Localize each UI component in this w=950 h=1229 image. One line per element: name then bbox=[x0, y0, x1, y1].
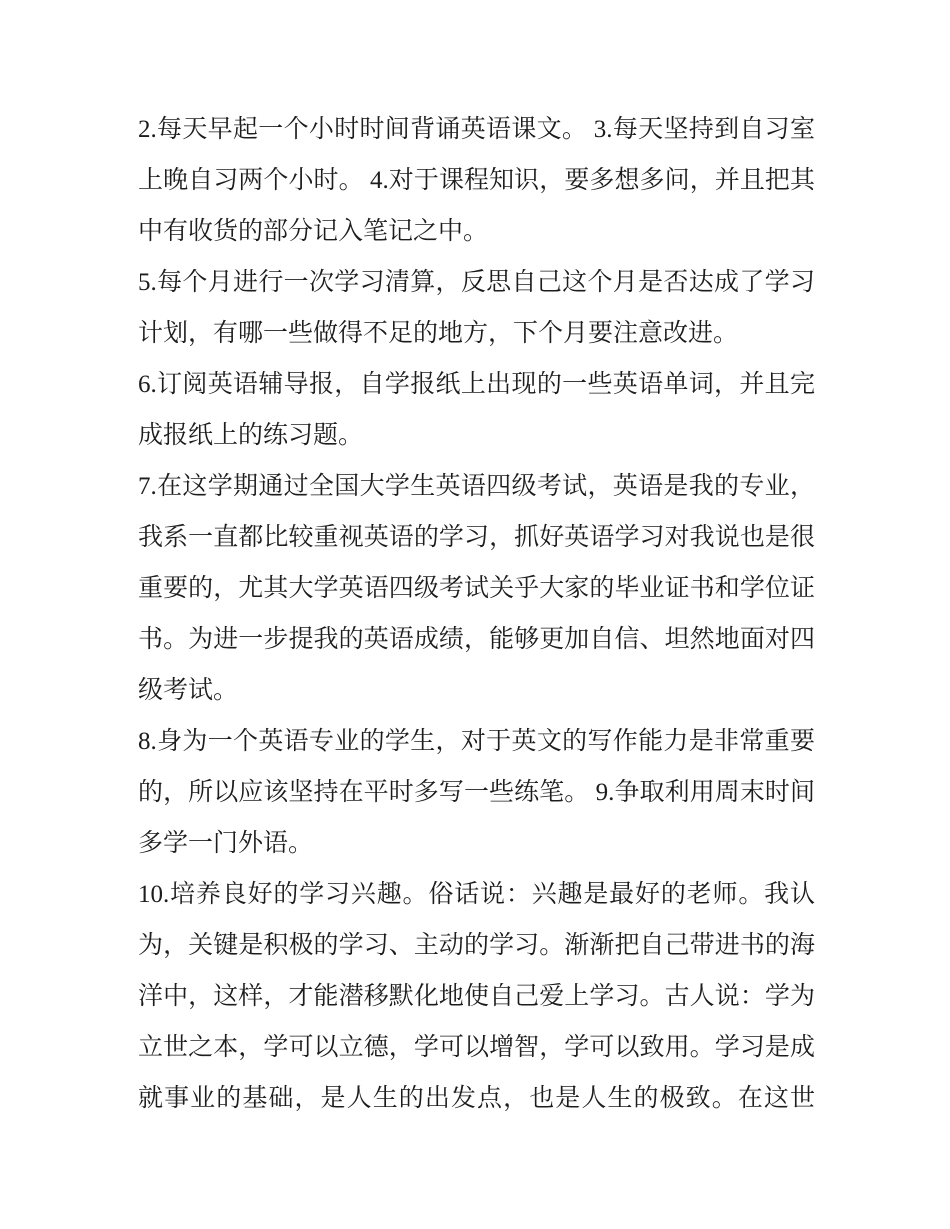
paragraph bbox=[138, 359, 815, 461]
text-line: 10.培养良好的学习兴趣。俗话说：兴趣是最好的老师。我认 bbox=[138, 881, 815, 908]
text-line: 洋中，这样，才能潜移默化地使自己爱上学习。古人说：学为 bbox=[138, 983, 815, 1010]
text-line: 我系一直都比较重视英语的学习，抓好英语学习对我说也是很 bbox=[138, 524, 815, 551]
text-line: 5.每个月进行一次学习清算，反思自己这个月是否达成了学习 bbox=[138, 269, 815, 296]
text-line: 上晚自习两个小时。 4.对于课程知识，要多想多问，并且把其 bbox=[138, 167, 815, 194]
text-line: 书。为进一步提我的英语成绩，能够更加自信、坦然地面对四 bbox=[138, 626, 815, 653]
text-block bbox=[138, 104, 815, 1124]
paragraph bbox=[138, 257, 815, 359]
text-line: 计划，有哪一些做得不足的地方，下个月要注意改进。 bbox=[138, 320, 739, 347]
text-line: 为，关键是积极的学习、主动的学习。渐渐把自己带进书的海 bbox=[138, 932, 815, 959]
paragraph bbox=[138, 716, 815, 869]
paragraph bbox=[138, 869, 815, 1124]
text-line: 8.身为一个英语专业的学生，对于英文的写作能力是非常重要 bbox=[138, 728, 815, 755]
text-line: 多学一门外语。 bbox=[138, 830, 314, 857]
text-line: 中有收货的部分记入笔记之中。 bbox=[138, 218, 489, 245]
text-line: 重要的，尤其大学英语四级考试关乎大家的毕业证书和学位证 bbox=[138, 575, 815, 602]
paragraph bbox=[138, 104, 815, 257]
text-line: 7.在这学期通过全国大学生英语四级考试，英语是我的专业， bbox=[138, 473, 815, 500]
text-line: 2.每天早起一个小时时间背诵英语课文。 3.每天坚持到自习室 bbox=[138, 116, 815, 143]
text-line: 的，所以应该坚持在平时多写一些练笔。 9.争取利用周末时间 bbox=[138, 779, 815, 806]
text-line: 成报纸上的练习题。 bbox=[138, 422, 364, 449]
text-line: 级考试。 bbox=[138, 677, 239, 704]
paragraph bbox=[138, 461, 815, 716]
text-line: 6.订阅英语辅导报，自学报纸上出现的一些英语单词，并且完 bbox=[138, 371, 815, 398]
text-line: 就事业的基础，是人生的出发点，也是人生的极致。在这世 bbox=[138, 1085, 815, 1112]
text-line: 立世之本，学可以立德，学可以增智，学可以致用。学习是成 bbox=[138, 1034, 815, 1061]
